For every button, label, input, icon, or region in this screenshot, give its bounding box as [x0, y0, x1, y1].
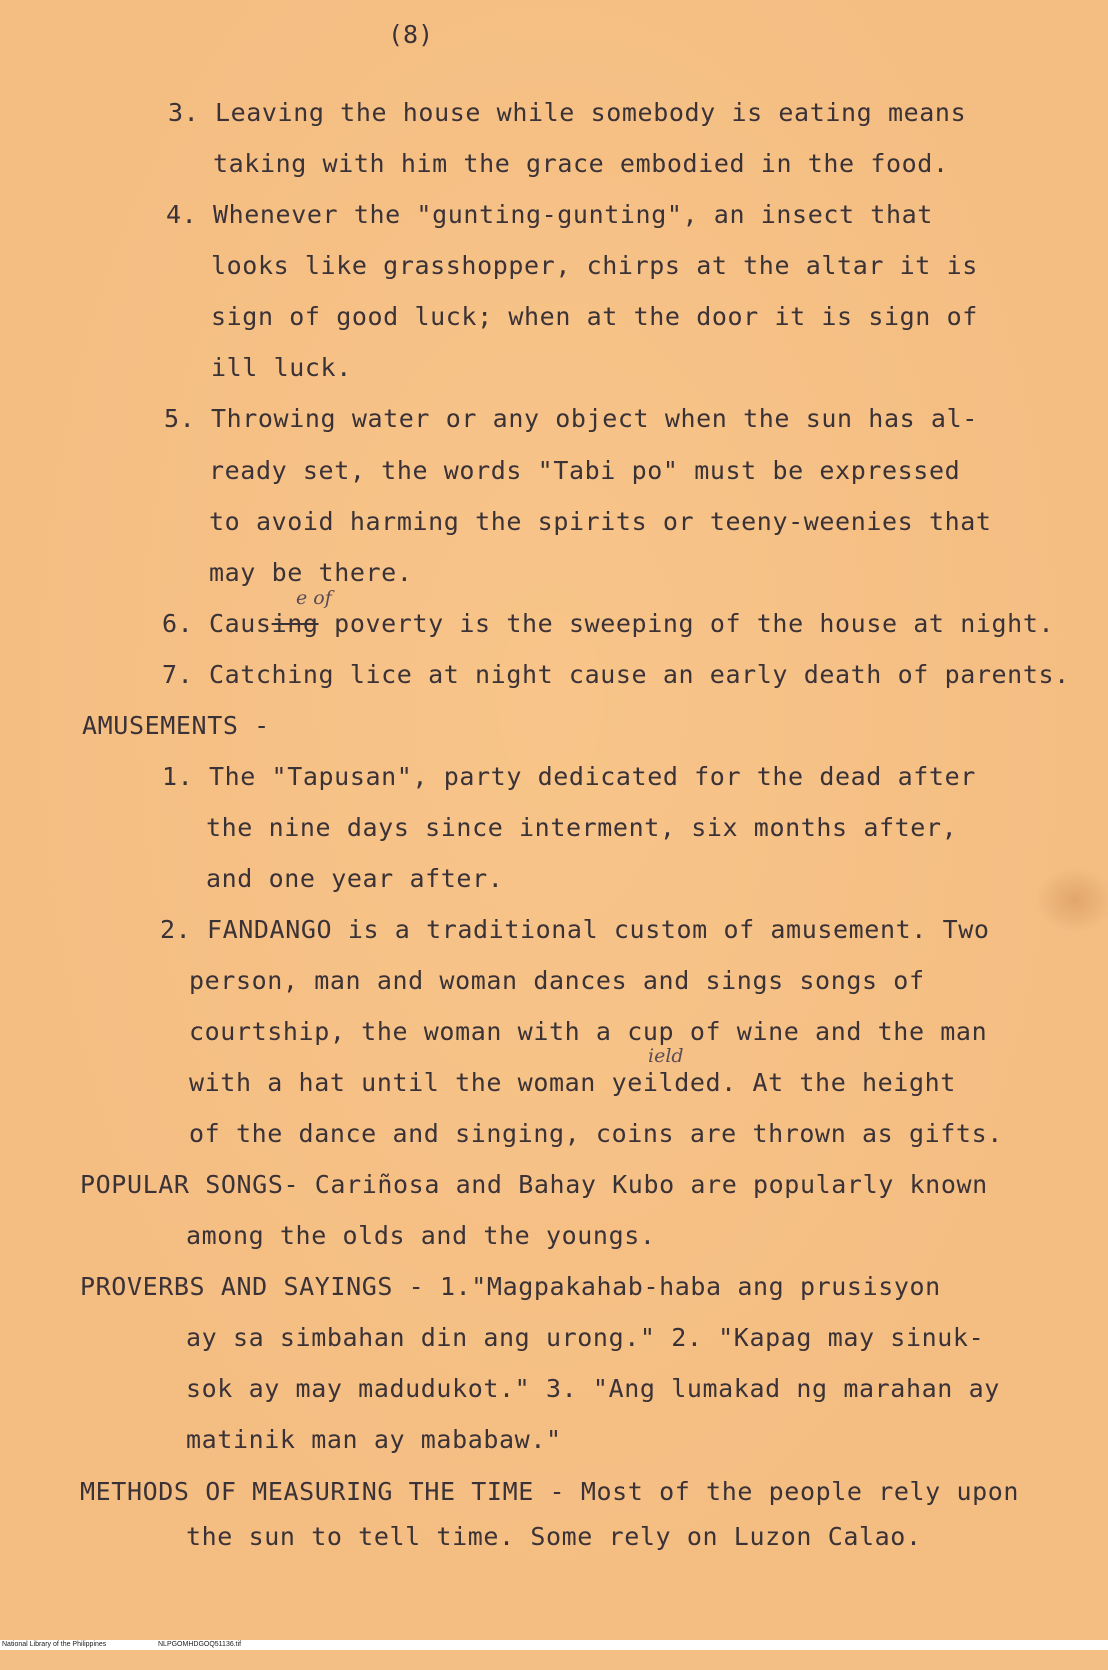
page-number: (8) — [388, 20, 434, 49]
text-line: and one year after. — [206, 864, 504, 893]
text-line: sign of good luck; when at the door it is sign of — [211, 302, 978, 331]
text-line: matinik man ay mababaw." — [186, 1425, 562, 1454]
text-line: among the olds and the youngs. — [186, 1221, 656, 1250]
footer-file-id: NLPGOMHDGOQ51136.tif — [158, 1641, 242, 1648]
section-heading: PROVERBS AND SAYINGS - 1."Magpakahab-haba ang prusisyon — [80, 1272, 941, 1301]
text-line: person, man and woman dances and sings songs of — [189, 966, 925, 995]
section-heading: METHODS OF MEASURING THE TIME - Most of the people rely upon — [80, 1477, 1020, 1506]
scan-footer — [0, 1640, 1108, 1650]
text-line: to avoid harming the spirits or teeny-weenies that — [209, 507, 992, 536]
text-line: courtship, the woman with a cup of wine and the man — [189, 1017, 988, 1046]
text-line: ready set, the words "Tabi po" must be expressed — [209, 456, 961, 485]
section-heading: AMUSEMENTS - — [82, 711, 270, 740]
text-line: ay sa simbahan din ang urong." 2. "Kapag may sinuk- — [186, 1323, 985, 1352]
text-line: 5. Throwing water or any object when the sun has al- — [164, 404, 978, 433]
text-span: 6. Caus — [162, 609, 272, 638]
text-line — [162, 609, 1054, 639]
text-line: sok ay may madudukot." 3. "Ang lumakad ng marahan ay — [186, 1374, 1000, 1403]
text-line: 4. Whenever the "gunting-gunting", an insect that — [166, 200, 933, 229]
handwritten-insertion: e of — [296, 587, 332, 609]
text-line: 2. FANDANGO is a traditional custom of amusement. Two — [160, 915, 990, 944]
text-line: of the dance and singing, coins are thrown as gifts. — [189, 1119, 1003, 1148]
footer-library: National Library of the Philippines — [2, 1641, 107, 1648]
text-line: taking with him the grace embodied in the food. — [213, 149, 949, 178]
text-line: the sun to tell time. Some rely on Luzon Calao. — [186, 1522, 922, 1551]
handwritten-correction: ield — [648, 1045, 684, 1067]
page-crop-edge — [0, 1632, 1108, 1640]
text-span: poverty is the sweeping of the house at night. — [318, 609, 1055, 638]
section-heading: POPULAR SONGS- Cariñosa and Bahay Kubo are popularly known — [80, 1170, 988, 1199]
text-line: may be there. — [209, 558, 413, 587]
text-line: 3. Leaving the house while somebody is eating means — [168, 98, 967, 127]
text-line: 1. The "Tapusan", party dedicated for the dead after — [162, 762, 976, 791]
text-line: ill luck. — [211, 353, 352, 382]
text-line: the nine days since interment, six months after, — [206, 813, 958, 842]
text-line: 7. Catching lice at night cause an early death of parents. — [162, 660, 1070, 689]
text-line: with a hat until the woman yeilded. At the height — [189, 1068, 956, 1097]
struck-text: ing — [271, 609, 319, 638]
text-line: looks like grasshopper, chirps at the altar it is — [211, 251, 978, 280]
